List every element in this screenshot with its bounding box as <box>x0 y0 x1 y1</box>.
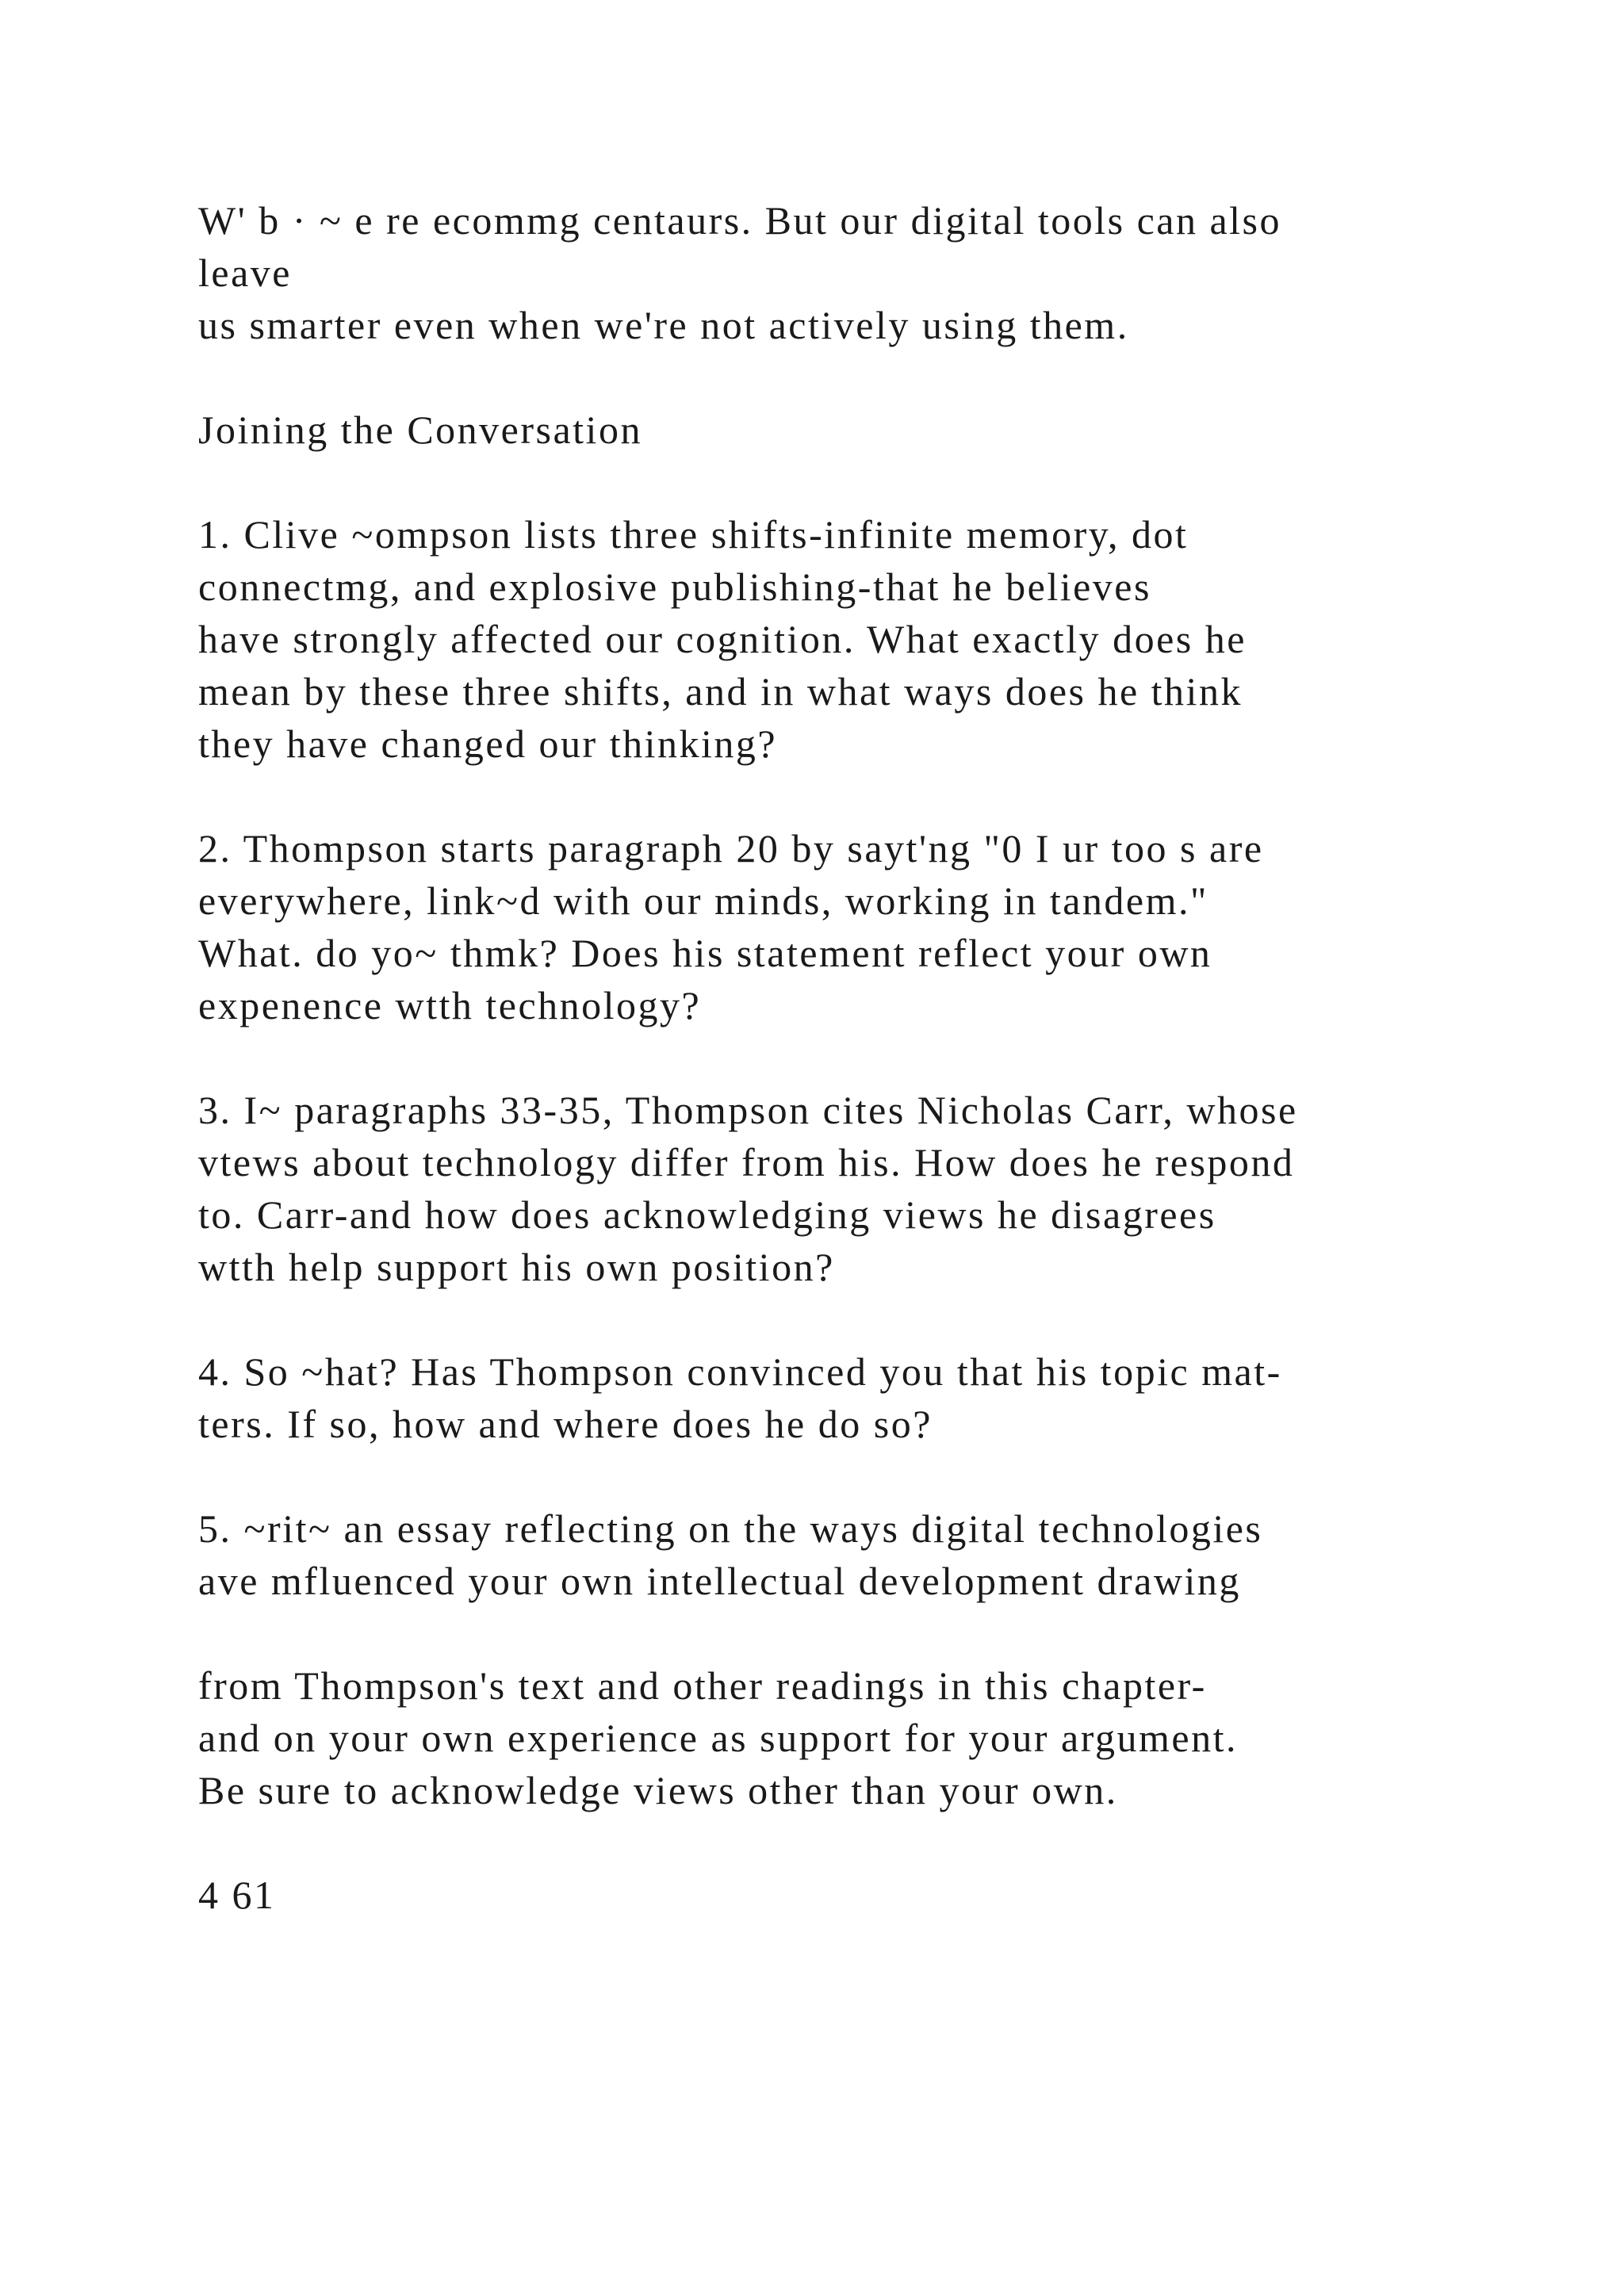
text-line: they have changed our thinking? <box>198 721 778 766</box>
text-line: wtth help support his own position? <box>198 1245 835 1289</box>
text-line: 5. ~rit~ an essay reflecting on the ways digital technologies <box>198 1506 1263 1551</box>
text-line: ave mfluenced your own intellectual development drawing <box>198 1559 1241 1603</box>
text-line: W' b · ~ e re ecommg centaurs. But our digital tools can also <box>198 198 1282 243</box>
text-line: us smarter even when we're not actively using them. <box>198 303 1129 347</box>
text-line: 1. Clive ~ompson lists three shifts-infinite memory, dot <box>198 512 1189 557</box>
text-line: 2. Thompson starts paragraph 20 by sayt'ng "0 I ur too s are <box>198 826 1264 871</box>
text-line: and on your own experience as support for your argument. <box>198 1716 1238 1760</box>
text-line: everywhere, link~d with our minds, working in tandem." <box>198 878 1208 923</box>
text-line: mean by these three shifts, and in what ways does he think <box>198 669 1243 714</box>
paragraph-spacer <box>198 1031 1499 1084</box>
text-line: have strongly affected our cognition. What exactly does he <box>198 617 1247 661</box>
question-4 <box>198 1345 1499 1450</box>
paragraph-spacer <box>198 1293 1499 1345</box>
text-line: connectmg, and explosive publishing-that he believes <box>198 564 1151 609</box>
paragraph-spacer <box>198 1607 1499 1659</box>
document-body <box>198 194 1499 1921</box>
text-line: What. do yo~ thmk? Does his statement reflect your own <box>198 931 1212 975</box>
text-line: 3. I~ paragraphs 33-35, Thompson cites Nicholas Carr, whose <box>198 1088 1298 1132</box>
intro-paragraph <box>198 194 1499 351</box>
text-line: ters. If so, how and where does he do so? <box>198 1402 933 1446</box>
text-line: to. Carr-and how does acknowledging views he disagrees <box>198 1192 1216 1237</box>
paragraph-spacer <box>198 1816 1499 1869</box>
question-3 <box>198 1084 1499 1293</box>
text-line: from Thompson's text and other readings in this chapter- <box>198 1663 1207 1708</box>
question-1 <box>198 508 1499 770</box>
text-line: leave <box>198 251 292 295</box>
question-5 <box>198 1502 1499 1607</box>
paragraph-spacer <box>198 351 1499 404</box>
text-line: vtews about technology differ from his. How does he respond <box>198 1140 1295 1184</box>
paragraph-spacer <box>198 1450 1499 1502</box>
question-2 <box>198 822 1499 1031</box>
text-line: expenence wtth technology? <box>198 983 702 1027</box>
paragraph-spacer <box>198 456 1499 508</box>
page-number: 4 61 <box>198 1873 276 1917</box>
text-line: 4. So ~hat? Has Thompson convinced you that his topic mat- <box>198 1349 1282 1394</box>
paragraph-spacer <box>198 770 1499 822</box>
continuation-paragraph <box>198 1659 1499 1816</box>
section-heading: Joining the Conversation <box>198 408 642 452</box>
text-line: Be sure to acknowledge views other than your own. <box>198 1768 1118 1812</box>
